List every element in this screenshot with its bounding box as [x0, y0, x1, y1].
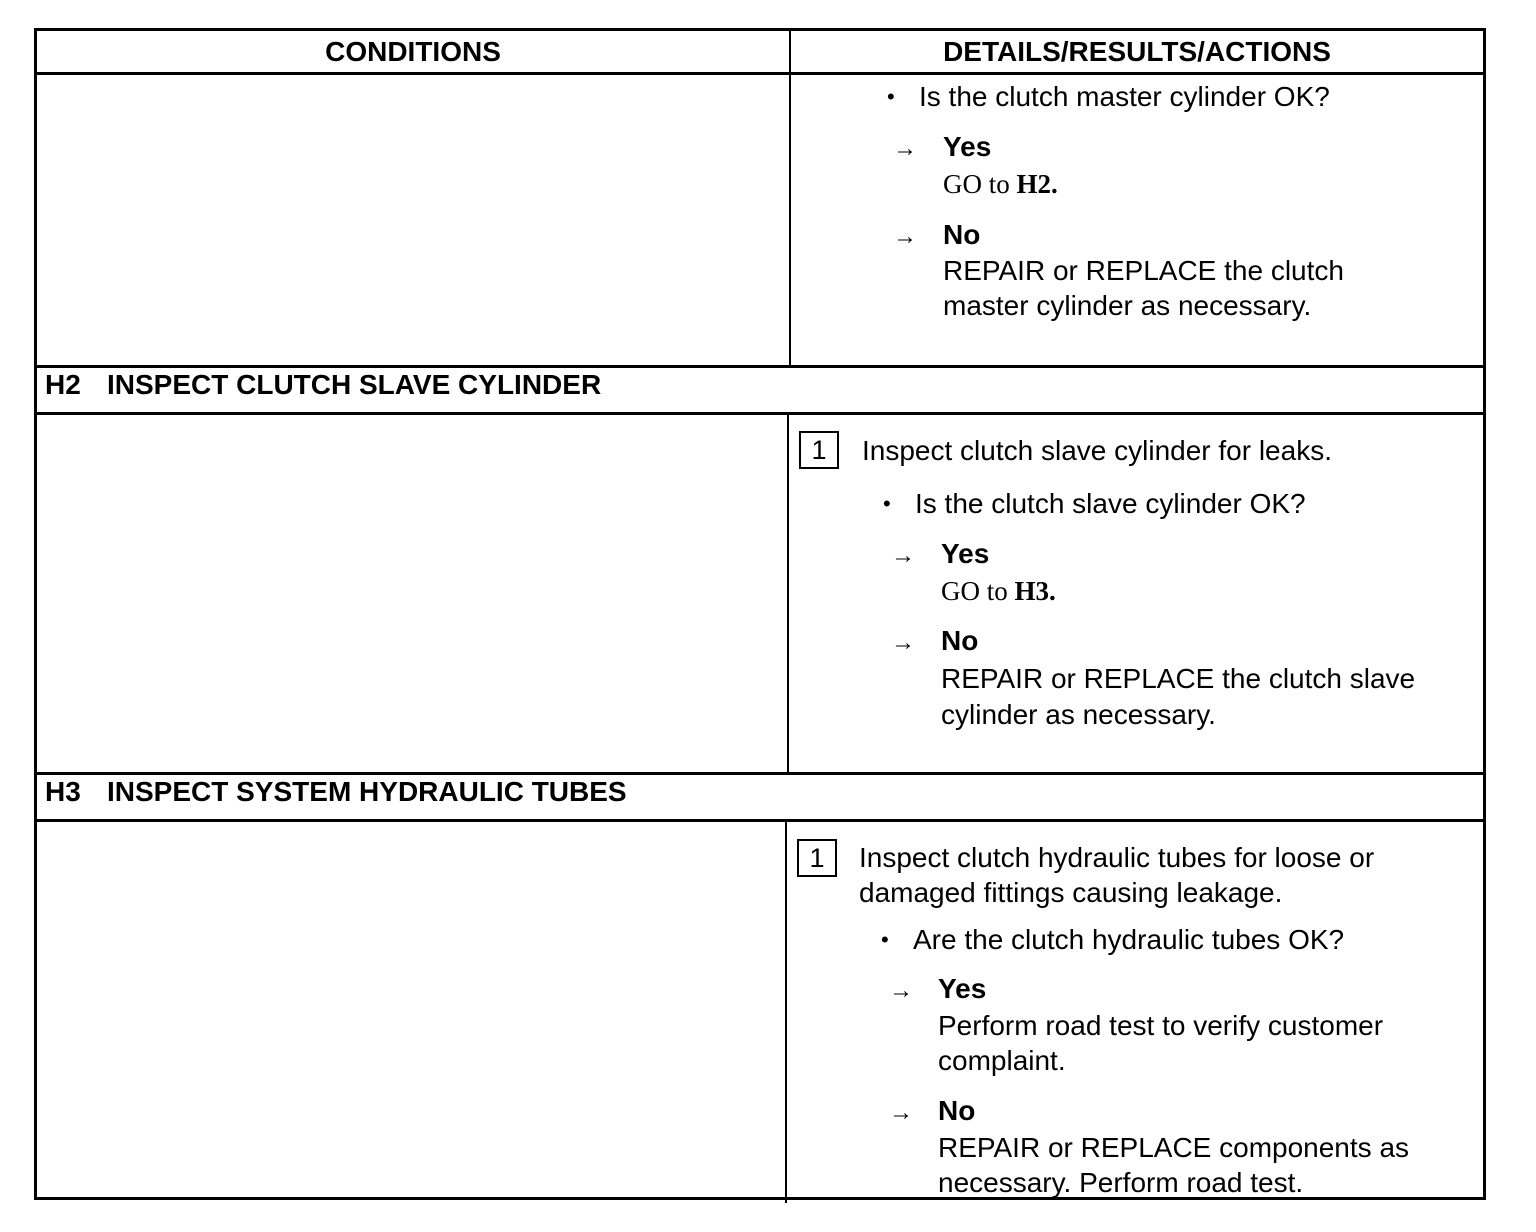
arrow-right-icon: → — [889, 1099, 913, 1126]
h1-no-action-line2: master cylinder as necessary. — [943, 290, 1312, 321]
arrow-right-icon: → — [891, 542, 915, 569]
h2-no-label: No — [941, 625, 979, 656]
h3-yes-label: Yes — [938, 973, 987, 1004]
bullet-icon: • — [883, 491, 891, 516]
h2-no-action-line2: cylinder as necessary. — [941, 699, 1216, 730]
h1-question: Is the clutch master cylinder OK? — [919, 81, 1330, 112]
section-divider — [37, 365, 1483, 368]
bullet-icon: • — [881, 927, 889, 952]
column-divider — [787, 414, 789, 772]
h1-no-label: No — [943, 219, 981, 250]
arrow-right-icon: → — [893, 135, 917, 162]
h3-step-text-line2: damaged fittings causing leakage. — [859, 877, 1283, 908]
section-divider — [37, 412, 1483, 415]
diagnostic-table — [34, 28, 1486, 1200]
arrow-right-icon: → — [893, 223, 917, 250]
header-details: DETAILS/RESULTS/ACTIONS — [943, 36, 1331, 67]
h3-no-action-line2: necessary. Perform road test. — [938, 1167, 1304, 1198]
h3-no-action-line1: REPAIR or REPLACE components as — [938, 1132, 1410, 1163]
header-divider — [37, 72, 1483, 75]
arrow-right-icon: → — [889, 977, 913, 1004]
column-divider — [789, 31, 791, 365]
arrow-right-icon: → — [891, 629, 915, 656]
h3-section-title — [45, 776, 627, 808]
h3-yes-action-line2: complaint. — [938, 1045, 1066, 1076]
h2-yes-action: GO to H3. — [941, 576, 1056, 606]
h2-section-title — [45, 369, 601, 401]
h2-question: Is the clutch slave cylinder OK? — [915, 488, 1306, 519]
h2-no-action-line1: REPAIR or REPLACE the clutch slave — [941, 663, 1416, 694]
h3-code: H3 — [45, 776, 81, 807]
h1-yes-action: GO to H2. — [943, 169, 1058, 199]
h2-code: H2 — [45, 369, 81, 400]
bullet-icon: • — [887, 84, 895, 109]
h3-title: INSPECT SYSTEM HYDRAULIC TUBES — [107, 776, 627, 807]
section-divider — [37, 772, 1483, 775]
header-conditions: CONDITIONS — [325, 36, 501, 67]
h2-step-number: 1 — [799, 431, 839, 469]
h1-yes-label: Yes — [943, 131, 992, 162]
section-divider — [37, 819, 1483, 822]
h3-step-text-line1: Inspect clutch hydraulic tubes for loose or — [859, 842, 1375, 873]
h3-step-number: 1 — [797, 839, 837, 877]
h2-yes-label: Yes — [941, 538, 990, 569]
h3-no-label: No — [938, 1095, 976, 1126]
h2-step-text: Inspect clutch slave cylinder for leaks. — [862, 435, 1332, 466]
column-divider — [785, 821, 787, 1203]
h3-question: Are the clutch hydraulic tubes OK? — [913, 924, 1345, 955]
h1-no-action-line1: REPAIR or REPLACE the clutch — [943, 255, 1344, 286]
h3-yes-action-line1: Perform road test to verify customer — [938, 1010, 1384, 1041]
h2-title: INSPECT CLUTCH SLAVE CYLINDER — [107, 369, 602, 400]
